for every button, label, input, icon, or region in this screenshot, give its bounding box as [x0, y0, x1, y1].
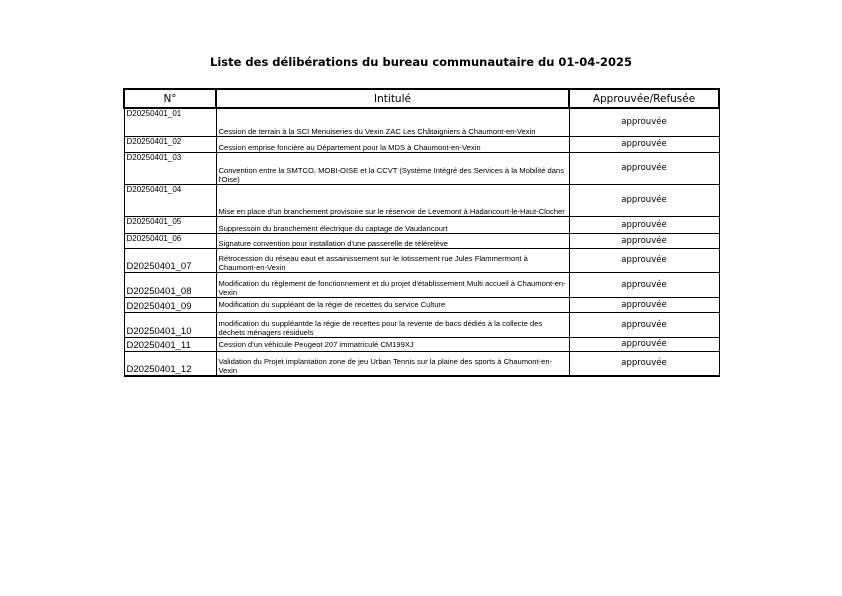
row-number: D20250401_11 [124, 337, 216, 351]
row-status: approuvée [569, 312, 719, 337]
row-status: approuvée [569, 108, 719, 136]
row-number: D20250401_06 [124, 233, 216, 248]
table-row [124, 136, 719, 152]
row-number: D20250401_08 [124, 272, 216, 297]
table-row [124, 337, 719, 351]
row-status: approuvée [569, 152, 719, 184]
page-title: Liste des délibérations du bureau communautaire du 01-04-2025 [210, 55, 632, 69]
row-number: D20250401_05 [124, 216, 216, 233]
row-status: approuvée [569, 136, 719, 152]
row-status: approuvée [569, 248, 719, 272]
row-number: D20250401_01 [124, 108, 216, 136]
row-intitule: Cession d'un véhicule Peugeot 207 immatriculé CM199XJ [216, 337, 569, 351]
deliberations-table [123, 88, 720, 377]
row-number: D20250401_03 [124, 152, 216, 184]
row-number: D20250401_02 [124, 136, 216, 152]
table-row [124, 233, 719, 248]
column-header-intitule: Intitulé [216, 89, 569, 108]
row-status: approuvée [569, 272, 719, 297]
row-status: approuvée [569, 216, 719, 233]
table-row [124, 272, 719, 297]
row-intitule: Cession de terrain à la SCI Menuiseries du Vexin ZAC Les Châtaigniers à Chaumont-en-Vexin [216, 108, 569, 136]
row-intitule: Modification du règlement de fonctionnement et du projet d'établissement Multi accueil à Chaumont-en-Vexin [216, 272, 569, 297]
row-intitule: Convention entre la SMTCO, MOBI-OISE et la CCVT (Système Intégré des Services à la Mobilité dans l'Oise) [216, 152, 569, 184]
row-number: D20250401_10 [124, 312, 216, 337]
row-intitule: Modification du suppléant de la régie de recettes du service Culture [216, 297, 569, 312]
row-status: approuvée [569, 297, 719, 312]
row-intitule: Cession emprise foncière au Département pour la MDS à Chaumont-en-Vexin [216, 136, 569, 152]
table-row [124, 248, 719, 272]
row-number: D20250401_07 [124, 248, 216, 272]
table-row [124, 184, 719, 216]
row-intitule: Mise en place d'un branchement provisoire sur le réservoir de Levemont à Hadancourt-le-Haut-Clocher [216, 184, 569, 216]
column-header-status: Approuvée/Refusée [569, 89, 719, 108]
row-number: D20250401_12 [124, 351, 216, 376]
row-intitule: Signature convention pour installation d'une passerelle de télérelève [216, 233, 569, 248]
table-row [124, 152, 719, 184]
row-intitule: Suppressoin du branchement électrique du captage de Vaudancourt [216, 216, 569, 233]
row-number: D20250401_04 [124, 184, 216, 216]
table-row [124, 216, 719, 233]
row-status: approuvée [569, 337, 719, 351]
row-intitule: modification du suppléantde la régie de recettes pour la revente de bacs dédiés à la collecte des déchets ménagers résiduels [216, 312, 569, 337]
table-row [124, 108, 719, 136]
row-intitule: Validation du Projet implantation zone de jeu Urban Tennis sur la plaine des sports à Chaumont-en-Vexin [216, 351, 569, 376]
table-row [124, 297, 719, 312]
column-header-num: N° [124, 89, 216, 108]
row-status: approuvée [569, 233, 719, 248]
row-intitule: Rétrocession du réseau eaut et assainissement sur le lotissement rue Jules Flammermont à Chaumont-en-Vexin [216, 248, 569, 272]
row-status: approuvée [569, 351, 719, 376]
table-header-row [124, 89, 719, 108]
table-row [124, 351, 719, 376]
table-row [124, 312, 719, 337]
row-number: D20250401_09 [124, 297, 216, 312]
row-status: approuvée [569, 184, 719, 216]
